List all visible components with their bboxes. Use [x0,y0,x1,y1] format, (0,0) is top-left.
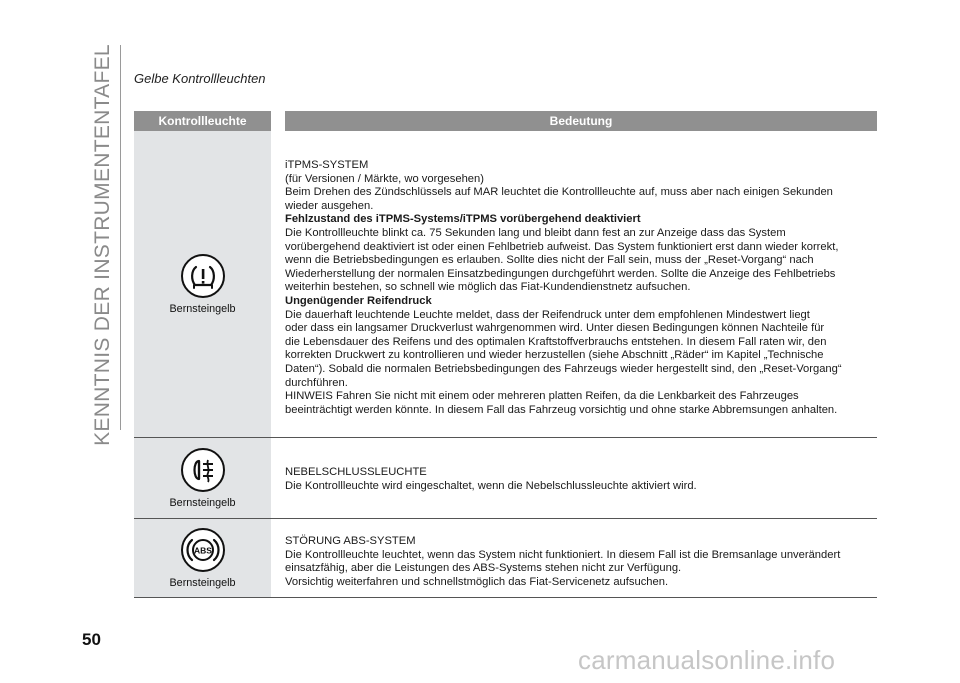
watermark: carmanualsonline.info [578,645,836,675]
description-line: oder dass ein langsamer Druckverlust wahrgenommen wird. Unter diesen Bedingungen können Nachteile für [285,322,825,335]
table-row [134,131,877,438]
description-cell [285,131,877,437]
description-heading: Fehlzustand des iTPMS-Systems/iTPMS vorübergehend deaktiviert [285,213,641,226]
indicator-cell [134,438,271,518]
description-cell [285,519,877,597]
header-bedeutung: Bedeutung [549,114,613,128]
description-line: Die Kontrollleuchte leuchtet, wenn das System nicht funktioniert. In diesem Fall ist die Bremsanlage unverändert [285,548,841,561]
description-line: STÖRUNG ABS-SYSTEM [285,535,416,547]
description-line: Die Kontrollleuchte wird eingeschaltet, wenn die Nebelschlussleuchte aktiviert wird. [285,479,697,492]
page-number: 50 [82,630,101,649]
table-header [134,111,877,131]
description-line: HINWEIS Fahren Sie nicht mit einem oder mehreren platten Reifen, da die Lenkbarkeit des Fahrzeuges [285,390,799,403]
description-line: Die Kontrollleuchte blinkt ca. 75 Sekunden lang und bleibt dann fest an zur Anzeige dass das System [285,226,786,239]
table-row [134,438,877,519]
abs-warning-icon [181,528,225,572]
description-cell [285,438,877,518]
description-line: iTPMS-SYSTEM [285,159,369,171]
description-line: die Lebensdauer des Reifens und des optimalen Kraftstoffverbrauchs entstehen. In diesem Fall raten wir, den [285,335,827,348]
description-line: (für Versionen / Märkte, wo vorgesehen) [285,172,484,185]
description-line: Vorsichtig weiterfahren und schnellstmöglich das Fiat-Servicenetz aufsuchen. [285,575,669,588]
section-title: Gelbe Kontrollleuchten [134,71,266,86]
tpms-warning-icon [181,254,225,298]
indicator-cell [134,519,271,597]
description-line: durchführen. [285,376,348,389]
abs-icon-text: ABS [193,545,212,555]
description-line: Beim Drehen des Zündschlüssels auf MAR leuchtet die Kontrollleuchte auf, muss aber nach einigen Sekunden [285,186,833,199]
indicator-color-label: Bernsteingelb [169,302,236,315]
description-line: NEBELSCHLUSSLEUCHTE [285,466,427,478]
description-line: vorübergehend deaktiviert ist oder einen Fehlbetrieb aufweist. Das System funktioniert erst dann wieder korrekt, [285,240,839,253]
rear-fog-light-icon [181,448,225,492]
indicator-cell [134,131,271,437]
description-line: beeinträchtigt werden könnte. In diesem Fall das Fahrzeug vorsichtig und ohne starke Abbremsungen anhalten. [285,403,838,416]
description-line: Wiederherstellung der normalen Einsatzbedingungen durchgeführt werden. Sollte die Anzeige des Fehlbetriebs [285,267,836,280]
description-line: einsatzfähig, aber die Leistungen des ABS-Systems stehen nicht zur Verfügung. [285,562,682,575]
warning-light-table [134,111,877,598]
description-line: korrekten Druckwert zu kontrollieren und wieder herzustellen (siehe Abschnitt „Räder“ im Kapitel „Technische [285,349,824,362]
header-kontrollleuchte: Kontrollleuchte [158,114,247,128]
description-heading: Ungenügender Reifendruck [285,294,432,307]
indicator-color-label: Bernsteingelb [169,496,236,509]
description-line: wenn die Betriebsbedingungen es erlauben. Sollte dies nicht der Fall sein, muss der „Reset-Vorgang“ nach [285,254,814,267]
description-line: wieder ausgehen. [285,199,374,212]
chapter-side-title-text: KENNTNIS DER INSTRUMENTENTAFEL [91,44,114,446]
indicator-color-label: Bernsteingelb [169,576,236,589]
description-line: weiterhin bestehen, so schnell wie möglich das Fiat-Kundendienstnetz aufsuchen. [285,281,691,294]
side-divider [120,45,121,430]
table-row [134,519,877,598]
description-line: Daten“). Sobald die normalen Betriebsbedingungen des Fahrzeugs wieder hergestellt sind, den „Reset-Vorgang“ [285,362,842,375]
chapter-side-title [82,44,124,446]
description-line: Die dauerhaft leuchtende Leuchte meldet, dass der Reifendruck unter dem empfohlenen Mindestwert liegt [285,308,810,321]
